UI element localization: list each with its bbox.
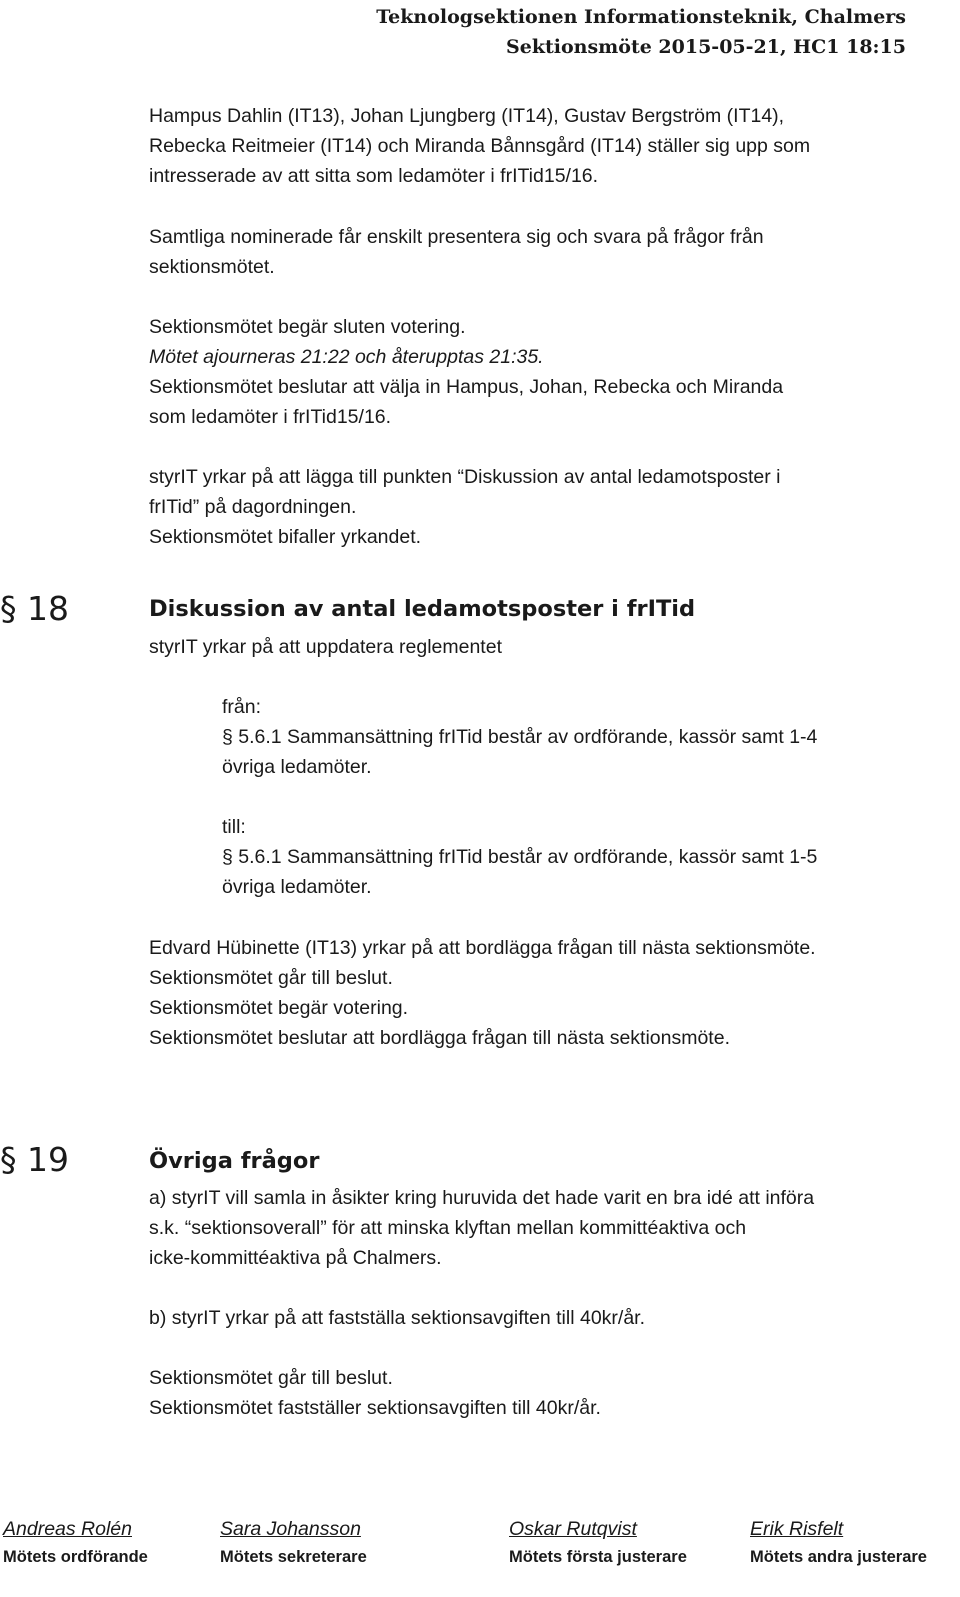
signature-name: Sara Johansson (220, 1518, 361, 1540)
intro-line-9: som ledamöter i frITid15/16. (149, 406, 392, 428)
signature-role: Mötets andra justerare (750, 1548, 927, 1566)
s18-to-label: till: (222, 816, 246, 838)
signature-name: Oskar Rutqvist (509, 1518, 637, 1540)
s18-line-1: styrIT yrkar på att uppdatera reglementet (149, 636, 502, 658)
signature-first-adjuster (509, 1516, 687, 1570)
header-meeting: Sektionsmöte 2015-05-21, HC1 18:15 (506, 36, 906, 58)
section-18-number: § 18 (0, 589, 69, 628)
s18-line-4: Sektionsmötet begär votering. (149, 997, 409, 1019)
signature-second-adjuster (750, 1516, 927, 1570)
section-19-title: Övriga frågor (149, 1148, 320, 1174)
s18-line-2: Edvard Hübinette (IT13) yrkar på att bordlägga frågan till nästa sektionsmöte. (149, 937, 816, 959)
s18-from-label: från: (222, 696, 262, 718)
intro-line-12: Sektionsmötet bifaller yrkandet. (149, 526, 422, 548)
intro-line-10: styrIT yrkar på att lägga till punkten “Diskussion av antal ledamotsposter i (149, 466, 781, 488)
intro-line-11: frITid” på dagordningen. (149, 496, 357, 518)
s19-c-line-1: Sektionsmötet går till beslut. (149, 1367, 393, 1389)
intro-line-5: sektionsmötet. (149, 256, 275, 278)
s18-from-line-2: övriga ledamöter. (222, 756, 372, 778)
s18-from-line-1: § 5.6.1 Sammansättning frITid består av ordförande, kassör samt 1-4 (222, 726, 818, 748)
signature-name: Andreas Rolén (3, 1518, 132, 1540)
intro-line-4: Samtliga nominerade får enskilt presentera sig och svara på frågor från (149, 226, 764, 248)
intro-line-3: intresserade av att sitta som ledamöter i frITid15/16. (149, 165, 599, 187)
header-org: Teknologsektionen Informationsteknik, Chalmers (376, 6, 906, 28)
intro-line-8: Sektionsmötet beslutar att välja in Hampus, Johan, Rebecka och Miranda (149, 376, 784, 398)
s19-c-line-2: Sektionsmötet fastställer sektionsavgiften till 40kr/år. (149, 1397, 601, 1419)
signature-role: Mötets ordförande (3, 1548, 148, 1566)
s18-line-3: Sektionsmötet går till beslut. (149, 967, 393, 989)
s19-b-line-1: b) styrIT yrkar på att fastställa sektionsavgiften till 40kr/år. (149, 1307, 646, 1329)
s18-line-5: Sektionsmötet beslutar att bordlägga frågan till nästa sektionsmöte. (149, 1027, 730, 1049)
section-19-number: § 19 (0, 1140, 69, 1179)
s19-a-line-3: icke-kommittéaktiva på Chalmers. (149, 1247, 442, 1269)
intro-line-2: Rebecka Reitmeier (IT14) och Miranda Bånnsgård (IT14) ställer sig upp som (149, 135, 811, 157)
intro-line-1: Hampus Dahlin (IT13), Johan Ljungberg (IT14), Gustav Bergström (IT14), (149, 105, 785, 127)
s19-a-line-2: s.k. “sektionsoverall” för att minska klyftan mellan kommittéaktiva och (149, 1217, 747, 1239)
signature-chair (3, 1516, 148, 1570)
s18-to-line-1: § 5.6.1 Sammansättning frITid består av ordförande, kassör samt 1-5 (222, 846, 818, 868)
s19-a-line-1: a) styrIT vill samla in åsikter kring huruvida det hade varit en bra idé att införa (149, 1187, 815, 1209)
s18-to-line-2: övriga ledamöter. (222, 876, 372, 898)
signature-role: Mötets sekreterare (220, 1548, 367, 1566)
intro-line-6: Sektionsmötet begär sluten votering. (149, 316, 466, 338)
section-18-title: Diskussion av antal ledamotsposter i frITid (149, 596, 696, 622)
intro-line-7: Mötet ajourneras 21:22 och återupptas 21:35. (149, 346, 544, 368)
signature-secretary (220, 1516, 367, 1570)
signature-role: Mötets första justerare (509, 1548, 687, 1566)
signature-name: Erik Risfelt (750, 1518, 844, 1540)
page-header (376, 2, 906, 62)
